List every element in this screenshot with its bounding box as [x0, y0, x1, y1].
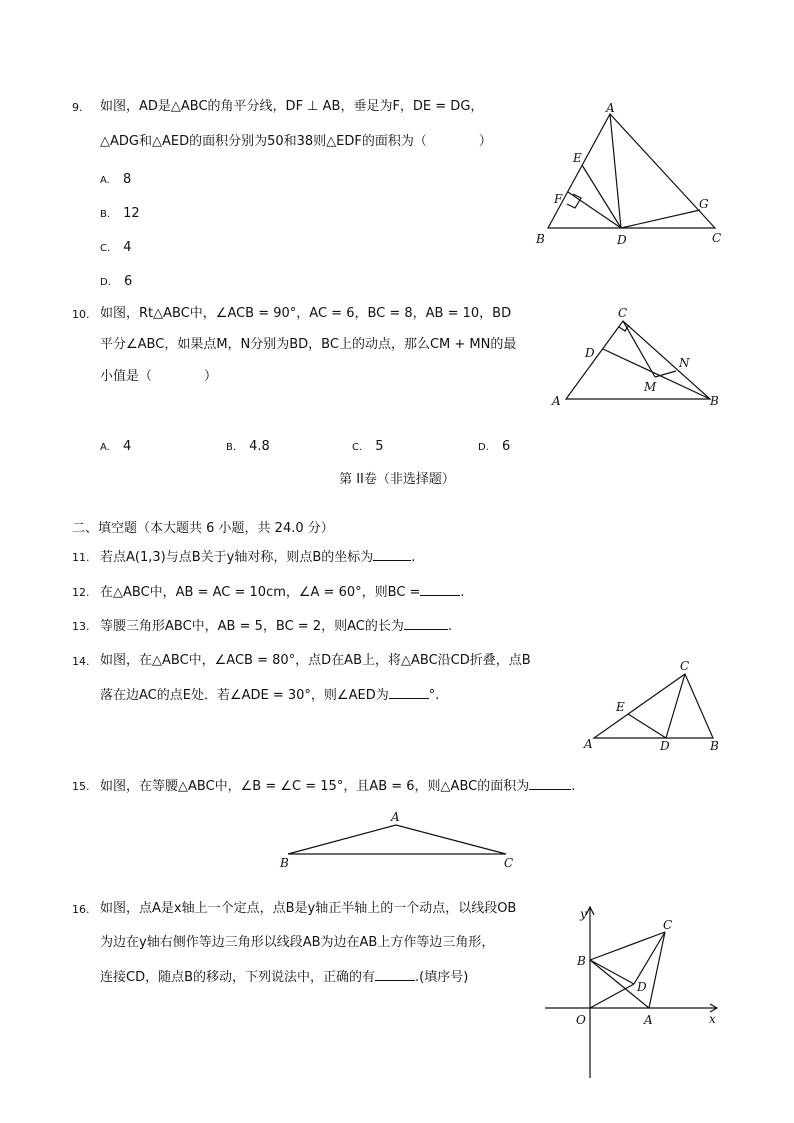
- segment-cd: [666, 674, 685, 738]
- question-text-line: [100, 686, 439, 705]
- option-letter: D.: [100, 277, 111, 288]
- label-c: C: [504, 856, 514, 870]
- label-b: B: [280, 856, 289, 870]
- segment-ed: [628, 714, 666, 738]
- label-f: F: [554, 192, 563, 206]
- answer-blank[interactable]: [529, 777, 571, 790]
- question-number: 13.: [72, 620, 90, 633]
- answer-blank[interactable]: [420, 583, 460, 596]
- label-c: C: [663, 918, 673, 932]
- question-text-line: 为边在y轴右侧作等边三角形以线段AB为边在AB上方作等边三角形，: [100, 935, 495, 950]
- section-heading: 二、填空题（本大题共 6 小题，共 24.0 分）: [72, 521, 334, 536]
- option-letter: C.: [352, 442, 363, 453]
- label-a: A: [391, 810, 400, 824]
- label-e: E: [573, 151, 582, 165]
- question-text: 等腰三角形ABC中，AB = 5，BC = 2，则AC的长为: [100, 619, 404, 634]
- segment-cm: [623, 321, 655, 377]
- segment-mn: [655, 371, 676, 377]
- label-m: M: [644, 380, 657, 394]
- answer-blank[interactable]: [375, 968, 415, 981]
- segment-ad: [610, 114, 621, 228]
- question-text-line: 如图，AD是△ABC的角平分线，DF ⊥ AB，垂足为F，DE = DG，: [100, 99, 484, 114]
- option-d: [478, 435, 510, 454]
- question-text-line: 平分∠ABC，如果点M，N分别为BD，BC上的动点，那么CM + MN的最: [100, 337, 517, 352]
- label-d: D: [585, 346, 595, 360]
- option-value: 4: [123, 240, 132, 255]
- question-text-end: .: [571, 779, 576, 794]
- question-text-end: .: [411, 550, 416, 565]
- q9-triangle-figure: [530, 100, 730, 250]
- label-a: A: [552, 394, 561, 408]
- option-value: 4: [122, 439, 132, 454]
- question-text-line: [100, 777, 575, 796]
- question-text-line: 小值是（ ）: [100, 369, 218, 384]
- label-b: B: [536, 232, 545, 246]
- label-x: x: [709, 1012, 716, 1026]
- question-number: 14.: [72, 655, 90, 668]
- question-text-end: .: [447, 619, 452, 634]
- segment-od: [590, 984, 634, 1008]
- option-b: [100, 202, 140, 221]
- question-number: 11.: [72, 551, 90, 564]
- option-letter: A.: [100, 442, 110, 453]
- option-c: [352, 435, 384, 454]
- answer-blank[interactable]: [373, 548, 411, 561]
- label-b: B: [710, 394, 719, 408]
- question-text: 连接CD，随点B的移动，下列说法中，正确的有: [100, 970, 376, 985]
- option-value: 5: [375, 439, 384, 454]
- q14-triangle-figure: [580, 656, 730, 756]
- label-d: D: [637, 980, 647, 994]
- label-e: E: [616, 700, 625, 714]
- question-text-end: °.: [428, 688, 440, 703]
- option-value: 8: [122, 172, 132, 187]
- segment-cd: [634, 932, 665, 984]
- label-b: B: [577, 954, 586, 968]
- segment-gd: [621, 210, 700, 228]
- question-text-line: [100, 548, 415, 567]
- option-c: [100, 236, 132, 255]
- option-letter: D.: [478, 442, 489, 453]
- label-a: A: [584, 737, 593, 751]
- option-value: 6: [123, 274, 133, 289]
- question-text: 如图，在等腰△ABC中，∠B = ∠C = 15°，且AB = 6，则△ABC的面积为: [100, 779, 530, 794]
- segment-ed: [582, 165, 621, 228]
- question-text-line: △ADG和△AED的面积分别为50和38则△EDF的面积为（ ）: [100, 134, 492, 149]
- question-text: 落在边AC的点E处．若∠ADE = 30°，则∠AED为: [100, 688, 389, 703]
- label-n: N: [679, 356, 690, 370]
- question-number: 16.: [72, 903, 90, 916]
- q10-right-triangle-figure: [548, 305, 728, 410]
- right-angle-mark: [619, 325, 629, 331]
- option-letter: C.: [100, 243, 111, 254]
- question-text: 若点A(1,3)与点B关于y轴对称，则点B的坐标为: [100, 550, 374, 565]
- label-c: C: [712, 231, 722, 245]
- question-number: 10.: [72, 308, 90, 321]
- question-text-line: 如图，点A是x轴上一个定点，点B是y轴正半轴上的一个动点，以线段OB: [100, 901, 517, 916]
- question-text-line: [100, 583, 465, 602]
- label-c: C: [618, 306, 628, 320]
- question-text-line: [100, 968, 468, 987]
- option-d: [100, 270, 132, 289]
- question-number: 12.: [72, 586, 90, 599]
- label-d: D: [617, 233, 627, 247]
- option-value: 4.8: [249, 439, 270, 454]
- q16-coordinate-figure: [540, 900, 730, 1085]
- triangle-abc: [594, 674, 713, 738]
- question-number: 15.: [72, 780, 90, 793]
- option-a: [100, 435, 131, 454]
- part-title: 第 II卷（非选择题）: [339, 472, 455, 487]
- segment-ac: [649, 932, 665, 1008]
- triangle-abc: [548, 114, 715, 228]
- label-d: D: [660, 739, 670, 753]
- option-value: 6: [501, 439, 511, 454]
- q15-isosceles-figure: [276, 808, 526, 868]
- label-a: A: [606, 101, 615, 115]
- segment-bd: [590, 960, 634, 984]
- question-text-end: .: [460, 585, 465, 600]
- label-b: B: [710, 739, 719, 753]
- label-y: y: [580, 907, 587, 921]
- question-text-line: [100, 617, 452, 636]
- label-a: A: [644, 1013, 653, 1027]
- question-text-end: .(填序号): [415, 970, 469, 985]
- answer-blank[interactable]: [404, 617, 448, 630]
- triangle-abc: [288, 825, 506, 854]
- answer-blank[interactable]: [389, 686, 429, 699]
- option-value: 12: [123, 206, 140, 221]
- option-letter: B.: [100, 209, 111, 220]
- segment-fd: [568, 192, 621, 228]
- segment-bd: [603, 349, 710, 399]
- option-letter: A.: [100, 175, 110, 186]
- option-a: [100, 168, 131, 187]
- question-text-line: 如图，Rt△ABC中，∠ACB = 90°，AC = 6，BC = 8，AB = 10，BD: [100, 306, 512, 321]
- question-number: 9.: [72, 101, 83, 114]
- segment-bc: [590, 932, 665, 960]
- option-letter: B.: [226, 442, 237, 453]
- label-g: G: [699, 197, 709, 211]
- label-o: O: [576, 1013, 586, 1027]
- question-text-line: 如图，在△ABC中，∠ACB = 80°，点D在AB上，将△ABC沿CD折叠，点B: [100, 653, 531, 668]
- question-text: 在△ABC中，AB = AC = 10cm，∠A = 60°，则BC =: [100, 585, 421, 600]
- label-c: C: [680, 659, 690, 673]
- option-b: [226, 435, 270, 454]
